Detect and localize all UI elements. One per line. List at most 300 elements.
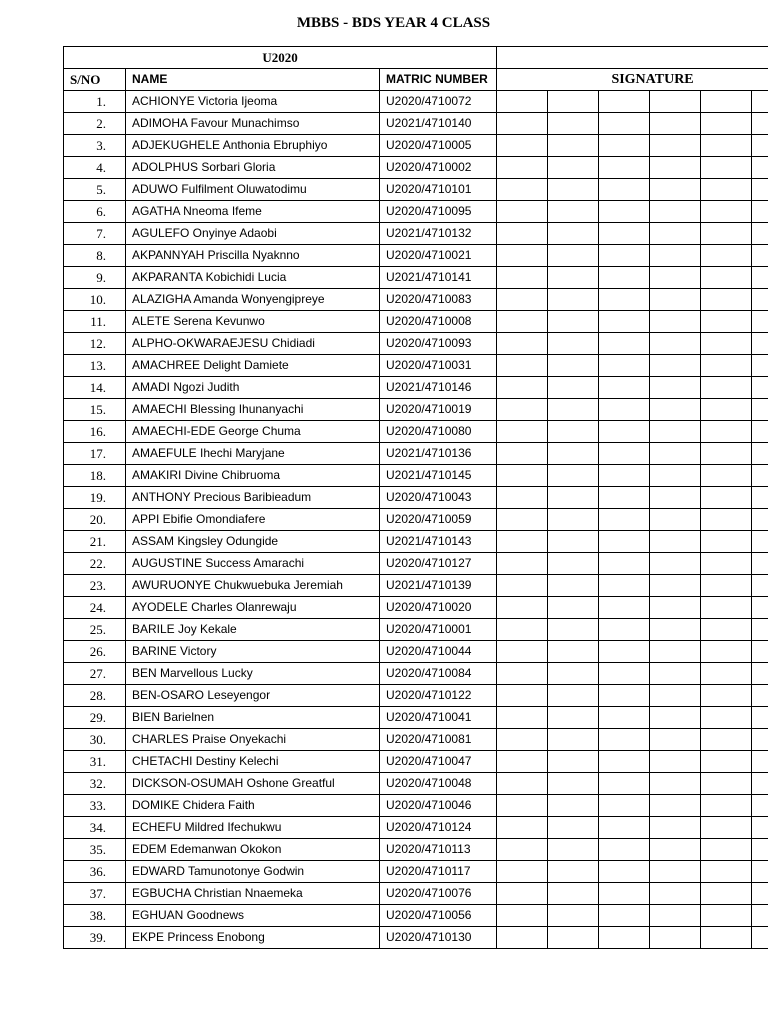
signature-cell[interactable] [701, 729, 752, 751]
signature-cell[interactable] [599, 795, 650, 817]
signature-cell[interactable] [650, 707, 701, 729]
signature-cell[interactable] [701, 861, 752, 883]
row-name: AGULEFO Onyinye Adaobi [126, 223, 380, 245]
signature-cell[interactable] [497, 377, 548, 399]
column-header-row [64, 69, 768, 91]
signature-cell[interactable] [752, 157, 768, 179]
signature-cell[interactable] [548, 399, 599, 421]
signature-cell[interactable] [548, 861, 599, 883]
signature-cell[interactable] [701, 619, 752, 641]
signature-cell[interactable] [599, 927, 650, 949]
signature-cell[interactable] [752, 311, 768, 333]
signature-cell[interactable] [701, 355, 752, 377]
signature-cell[interactable] [599, 113, 650, 135]
row-matric: U2020/4710002 [380, 157, 497, 179]
row-name: AMADI Ngozi Judith [126, 377, 380, 399]
signature-cell[interactable] [497, 751, 548, 773]
row-matric: U2020/4710122 [380, 685, 497, 707]
signature-cell[interactable] [752, 817, 768, 839]
row-matric: U2020/4710048 [380, 773, 497, 795]
signature-cell[interactable] [599, 311, 650, 333]
signature-cell[interactable] [701, 91, 752, 113]
signature-cell[interactable] [752, 729, 768, 751]
signature-cell[interactable] [599, 333, 650, 355]
signature-cell[interactable] [650, 553, 701, 575]
signature-cell[interactable] [650, 927, 701, 949]
signature-cell[interactable] [548, 135, 599, 157]
signature-cell[interactable] [701, 927, 752, 949]
signature-cell[interactable] [599, 399, 650, 421]
signature-cell[interactable] [701, 135, 752, 157]
signature-cell[interactable] [548, 817, 599, 839]
signature-cell[interactable] [650, 179, 701, 201]
signature-cell[interactable] [650, 905, 701, 927]
signature-cell[interactable] [599, 487, 650, 509]
row-sno: 37. [64, 883, 126, 905]
signature-cell[interactable] [701, 487, 752, 509]
signature-cell[interactable] [752, 553, 768, 575]
signature-cell[interactable] [497, 817, 548, 839]
signature-cell[interactable] [497, 157, 548, 179]
signature-cell[interactable] [701, 223, 752, 245]
signature-cell[interactable] [497, 597, 548, 619]
row-sno: 14. [64, 377, 126, 399]
signature-cell[interactable] [497, 685, 548, 707]
row-sno: 21. [64, 531, 126, 553]
signature-cell[interactable] [599, 443, 650, 465]
row-name: EKPE Princess Enobong [126, 927, 380, 949]
row-sno: 39. [64, 927, 126, 949]
signature-cell[interactable] [752, 663, 768, 685]
table-row [64, 773, 768, 795]
column-header-matric: MATRIC NUMBER [380, 69, 497, 91]
signature-cell[interactable] [701, 157, 752, 179]
row-matric: U2020/4710059 [380, 509, 497, 531]
signature-cell[interactable] [752, 333, 768, 355]
signature-cell[interactable] [752, 531, 768, 553]
table-row [64, 289, 768, 311]
row-name: CHETACHI Destiny Kelechi [126, 751, 380, 773]
signature-cell[interactable] [752, 883, 768, 905]
signature-cell[interactable] [548, 531, 599, 553]
signature-cell[interactable] [599, 355, 650, 377]
signature-cell[interactable] [752, 509, 768, 531]
signature-cell[interactable] [548, 355, 599, 377]
signature-cell[interactable] [752, 443, 768, 465]
signature-cell[interactable] [650, 267, 701, 289]
signature-cell[interactable] [701, 751, 752, 773]
signature-cell[interactable] [599, 773, 650, 795]
row-matric: U2020/4710076 [380, 883, 497, 905]
row-sno: 16. [64, 421, 126, 443]
signature-cell[interactable] [548, 267, 599, 289]
signature-cell[interactable] [650, 201, 701, 223]
signature-cell[interactable] [497, 663, 548, 685]
signature-cell[interactable] [650, 245, 701, 267]
signature-cell[interactable] [497, 91, 548, 113]
row-name: AGATHA Nneoma Ifeme [126, 201, 380, 223]
signature-cell[interactable] [548, 289, 599, 311]
signature-cell[interactable] [650, 729, 701, 751]
signature-cell[interactable] [650, 135, 701, 157]
row-matric: U2020/4710080 [380, 421, 497, 443]
signature-cell[interactable] [701, 773, 752, 795]
row-name: DOMIKE Chidera Faith [126, 795, 380, 817]
signature-cell[interactable] [599, 223, 650, 245]
signature-cell[interactable] [650, 443, 701, 465]
signature-cell[interactable] [548, 333, 599, 355]
signature-cell[interactable] [701, 663, 752, 685]
signature-cell[interactable] [497, 905, 548, 927]
signature-cell[interactable] [548, 883, 599, 905]
signature-cell[interactable] [599, 685, 650, 707]
signature-cell[interactable] [701, 443, 752, 465]
signature-cell[interactable] [599, 201, 650, 223]
signature-cell[interactable] [752, 223, 768, 245]
signature-cell[interactable] [497, 531, 548, 553]
signature-cell[interactable] [701, 883, 752, 905]
signature-cell[interactable] [548, 553, 599, 575]
signature-cell[interactable] [599, 707, 650, 729]
signature-cell[interactable] [752, 795, 768, 817]
signature-cell[interactable] [752, 421, 768, 443]
signature-cell[interactable] [701, 201, 752, 223]
signature-cell[interactable] [497, 927, 548, 949]
signature-cell[interactable] [599, 531, 650, 553]
signature-cell[interactable] [599, 465, 650, 487]
signature-cell[interactable] [650, 619, 701, 641]
signature-cell[interactable] [497, 773, 548, 795]
row-matric: U2020/4710081 [380, 729, 497, 751]
signature-cell[interactable] [497, 179, 548, 201]
signature-cell[interactable] [650, 355, 701, 377]
signature-cell[interactable] [548, 663, 599, 685]
signature-cell[interactable] [650, 333, 701, 355]
row-sno: 3. [64, 135, 126, 157]
signature-cell[interactable] [497, 883, 548, 905]
signature-cell[interactable] [701, 421, 752, 443]
row-name: ANTHONY Precious Baribieadum [126, 487, 380, 509]
signature-cell[interactable] [497, 575, 548, 597]
signature-cell[interactable] [650, 751, 701, 773]
row-sno: 38. [64, 905, 126, 927]
row-name: ASSAM Kingsley Odungide [126, 531, 380, 553]
signature-cell[interactable] [497, 465, 548, 487]
signature-cell[interactable] [548, 641, 599, 663]
signature-cell[interactable] [701, 377, 752, 399]
signature-cell[interactable] [701, 245, 752, 267]
signature-cell[interactable] [548, 377, 599, 399]
signature-cell[interactable] [752, 179, 768, 201]
signature-cell[interactable] [650, 773, 701, 795]
row-name: EGBUCHA Christian Nnaemeka [126, 883, 380, 905]
signature-cell[interactable] [752, 113, 768, 135]
signature-cell[interactable] [752, 355, 768, 377]
signature-cell[interactable] [701, 333, 752, 355]
signature-cell[interactable] [497, 113, 548, 135]
signature-cell[interactable] [497, 311, 548, 333]
signature-cell[interactable] [752, 267, 768, 289]
table-row [64, 641, 768, 663]
signature-cell[interactable] [650, 311, 701, 333]
signature-cell[interactable] [752, 399, 768, 421]
signature-cell[interactable] [599, 179, 650, 201]
signature-cell[interactable] [599, 157, 650, 179]
signature-cell[interactable] [650, 289, 701, 311]
signature-cell[interactable] [548, 773, 599, 795]
row-sno: 17. [64, 443, 126, 465]
signature-cell[interactable] [599, 619, 650, 641]
signature-cell[interactable] [599, 91, 650, 113]
signature-cell[interactable] [650, 861, 701, 883]
signature-cell[interactable] [497, 861, 548, 883]
signature-cell[interactable] [548, 443, 599, 465]
signature-cell[interactable] [650, 487, 701, 509]
signature-cell[interactable] [599, 245, 650, 267]
signature-cell[interactable] [650, 575, 701, 597]
row-sno: 11. [64, 311, 126, 333]
signature-cell[interactable] [752, 641, 768, 663]
signature-cell[interactable] [548, 91, 599, 113]
signature-cell[interactable] [548, 927, 599, 949]
table-row [64, 135, 768, 157]
signature-cell[interactable] [701, 267, 752, 289]
signature-cell[interactable] [599, 751, 650, 773]
signature-cell[interactable] [701, 641, 752, 663]
signature-cell[interactable] [548, 619, 599, 641]
signature-cell[interactable] [599, 905, 650, 927]
signature-cell[interactable] [701, 685, 752, 707]
signature-cell[interactable] [497, 619, 548, 641]
signature-cell[interactable] [701, 707, 752, 729]
signature-cell[interactable] [599, 641, 650, 663]
row-matric: U2020/4710124 [380, 817, 497, 839]
signature-cell[interactable] [752, 289, 768, 311]
signature-cell[interactable] [497, 399, 548, 421]
row-matric: U2021/4710146 [380, 377, 497, 399]
signature-cell[interactable] [752, 575, 768, 597]
signature-cell[interactable] [497, 245, 548, 267]
table-row [64, 553, 768, 575]
signature-cell[interactable] [650, 817, 701, 839]
column-header-sno: S/NO [64, 69, 126, 91]
signature-cell[interactable] [548, 421, 599, 443]
signature-cell[interactable] [650, 509, 701, 531]
signature-cell[interactable] [752, 685, 768, 707]
row-matric: U2020/4710005 [380, 135, 497, 157]
signature-cell[interactable] [497, 355, 548, 377]
signature-cell[interactable] [548, 245, 599, 267]
signature-cell[interactable] [548, 201, 599, 223]
signature-cell[interactable] [752, 245, 768, 267]
signature-cell[interactable] [701, 465, 752, 487]
signature-cell[interactable] [752, 201, 768, 223]
row-name: ALAZIGHA Amanda Wonyengipreye [126, 289, 380, 311]
signature-cell[interactable] [650, 531, 701, 553]
row-sno: 19. [64, 487, 126, 509]
signature-cell[interactable] [497, 421, 548, 443]
table-row [64, 597, 768, 619]
row-name: AUGUSTINE Success Amarachi [126, 553, 380, 575]
row-matric: U2020/4710041 [380, 707, 497, 729]
signature-cell[interactable] [650, 795, 701, 817]
signature-cell[interactable] [548, 729, 599, 751]
row-sno: 9. [64, 267, 126, 289]
signature-cell[interactable] [599, 575, 650, 597]
signature-cell[interactable] [650, 685, 701, 707]
row-matric: U2020/4710113 [380, 839, 497, 861]
signature-cell[interactable] [701, 795, 752, 817]
signature-cell[interactable] [752, 927, 768, 949]
signature-cell[interactable] [548, 707, 599, 729]
signature-cell[interactable] [497, 289, 548, 311]
signature-cell[interactable] [701, 553, 752, 575]
signature-cell[interactable] [701, 905, 752, 927]
signature-cell[interactable] [548, 113, 599, 135]
signature-cell[interactable] [599, 597, 650, 619]
signature-cell[interactable] [548, 223, 599, 245]
signature-cell[interactable] [752, 377, 768, 399]
signature-cell[interactable] [650, 399, 701, 421]
signature-cell[interactable] [599, 377, 650, 399]
signature-cell[interactable] [650, 883, 701, 905]
signature-cell[interactable] [752, 707, 768, 729]
row-name: CHARLES Praise Onyekachi [126, 729, 380, 751]
signature-cell[interactable] [752, 839, 768, 861]
signature-cell[interactable] [701, 509, 752, 531]
signature-cell[interactable] [650, 91, 701, 113]
signature-cell[interactable] [599, 421, 650, 443]
table-row [64, 245, 768, 267]
signature-cell[interactable] [650, 113, 701, 135]
signature-cell[interactable] [497, 509, 548, 531]
signature-cell[interactable] [650, 421, 701, 443]
signature-cell[interactable] [497, 641, 548, 663]
table-row [64, 817, 768, 839]
row-sno: 23. [64, 575, 126, 597]
signature-cell[interactable] [497, 443, 548, 465]
signature-cell[interactable] [548, 795, 599, 817]
row-matric: U2020/4710020 [380, 597, 497, 619]
signature-cell[interactable] [599, 509, 650, 531]
signature-cell[interactable] [752, 861, 768, 883]
row-sno: 24. [64, 597, 126, 619]
signature-cell[interactable] [650, 663, 701, 685]
row-name: BARINE Victory [126, 641, 380, 663]
row-matric: U2020/4710019 [380, 399, 497, 421]
signature-cell[interactable] [701, 179, 752, 201]
signature-cell[interactable] [599, 839, 650, 861]
signature-cell[interactable] [701, 839, 752, 861]
signature-cell[interactable] [548, 905, 599, 927]
signature-cell[interactable] [497, 223, 548, 245]
signature-cell[interactable] [497, 135, 548, 157]
signature-cell[interactable] [497, 707, 548, 729]
table-row [64, 927, 768, 949]
signature-cell[interactable] [650, 641, 701, 663]
signature-cell[interactable] [548, 487, 599, 509]
signature-cell[interactable] [752, 751, 768, 773]
signature-cell[interactable] [752, 619, 768, 641]
signature-cell[interactable] [752, 91, 768, 113]
signature-cell[interactable] [701, 311, 752, 333]
signature-cell[interactable] [599, 663, 650, 685]
signature-cell[interactable] [548, 465, 599, 487]
signature-cell[interactable] [650, 223, 701, 245]
signature-cell[interactable] [752, 905, 768, 927]
signature-cell[interactable] [599, 861, 650, 883]
signature-cell[interactable] [548, 751, 599, 773]
signature-cell[interactable] [701, 817, 752, 839]
signature-cell[interactable] [497, 795, 548, 817]
signature-cell[interactable] [548, 179, 599, 201]
signature-cell[interactable] [701, 399, 752, 421]
signature-cell[interactable] [548, 509, 599, 531]
signature-cell[interactable] [497, 553, 548, 575]
group-header-row [64, 47, 768, 69]
signature-cell[interactable] [497, 487, 548, 509]
signature-cell[interactable] [599, 883, 650, 905]
row-sno: 2. [64, 113, 126, 135]
signature-cell[interactable] [548, 575, 599, 597]
signature-cell[interactable] [497, 267, 548, 289]
signature-cell[interactable] [752, 773, 768, 795]
row-matric: U2020/4710047 [380, 751, 497, 773]
row-sno: 12. [64, 333, 126, 355]
signature-cell[interactable] [650, 839, 701, 861]
signature-cell[interactable] [548, 311, 599, 333]
signature-cell[interactable] [599, 817, 650, 839]
row-name: EDEM Edemanwan Okokon [126, 839, 380, 861]
signature-cell[interactable] [701, 113, 752, 135]
signature-cell[interactable] [650, 465, 701, 487]
table-row [64, 311, 768, 333]
signature-cell[interactable] [548, 685, 599, 707]
row-sno: 26. [64, 641, 126, 663]
signature-cell[interactable] [701, 289, 752, 311]
table-row [64, 663, 768, 685]
signature-cell[interactable] [650, 377, 701, 399]
signature-cell[interactable] [650, 157, 701, 179]
signature-cell[interactable] [650, 597, 701, 619]
signature-cell[interactable] [497, 333, 548, 355]
signature-cell[interactable] [497, 839, 548, 861]
signature-cell[interactable] [548, 839, 599, 861]
signature-cell[interactable] [701, 531, 752, 553]
signature-cell[interactable] [752, 465, 768, 487]
signature-cell[interactable] [599, 135, 650, 157]
row-matric: U2020/4710044 [380, 641, 497, 663]
column-header-signature: SIGNATURE [497, 69, 768, 91]
row-name: AMAKIRI Divine Chibruoma [126, 465, 380, 487]
signature-cell[interactable] [599, 729, 650, 751]
signature-cell[interactable] [701, 597, 752, 619]
signature-cell[interactable] [599, 267, 650, 289]
signature-cell[interactable] [599, 553, 650, 575]
signature-cell[interactable] [701, 575, 752, 597]
row-matric: U2020/4710031 [380, 355, 497, 377]
signature-cell[interactable] [599, 289, 650, 311]
signature-cell[interactable] [497, 729, 548, 751]
signature-cell[interactable] [548, 157, 599, 179]
row-name: AMAECHI-EDE George Chuma [126, 421, 380, 443]
signature-cell[interactable] [497, 201, 548, 223]
signature-cell[interactable] [752, 597, 768, 619]
signature-cell[interactable] [752, 135, 768, 157]
row-matric: U2021/4710139 [380, 575, 497, 597]
signature-cell[interactable] [752, 487, 768, 509]
signature-cell[interactable] [548, 597, 599, 619]
